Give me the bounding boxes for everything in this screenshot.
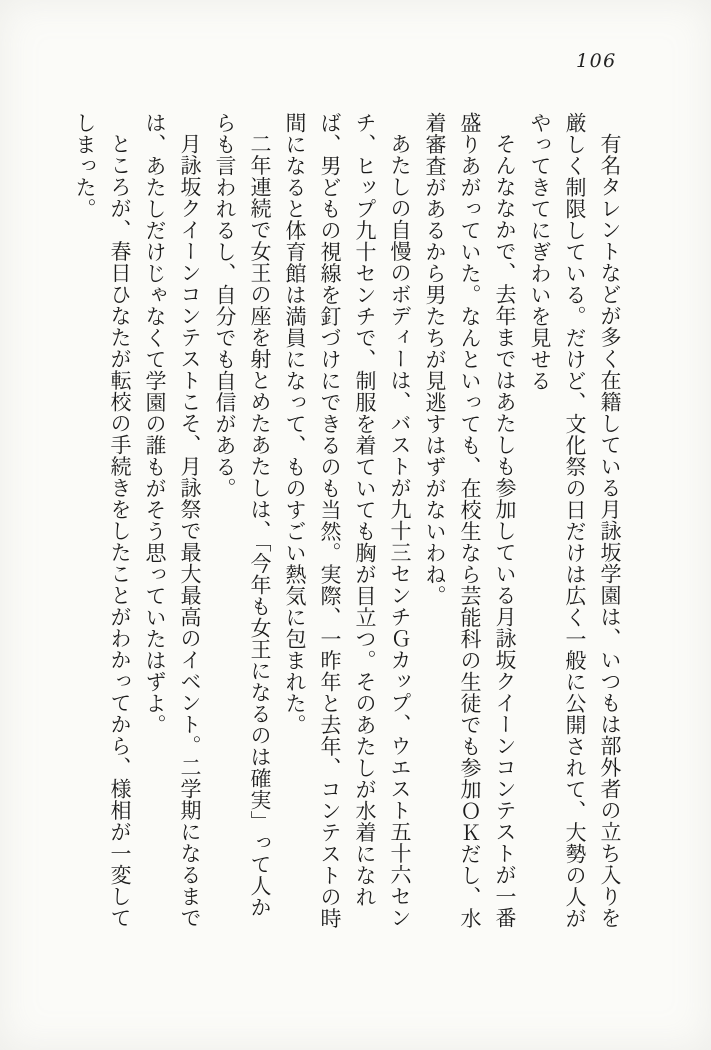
paragraph: 二年連続で女王の座を射とめたあたしは、「今年も女王になるのは確実」って人からも言われるし、自分でも自信がある。 — [213, 112, 272, 918]
paragraph: 月詠坂クイーンコンテストこそ、月詠祭で最大最高のイベント。二学期になるまでは、あたしだけじゃなくて学園の誰もがそう思っていたはずよ。 — [143, 112, 202, 929]
paragraph: あたしの自慢のボディーは、バストが九十三センチＧカップ、ウエスト五十六センチ、ヒップ九十センチで、制服を着ていても胸が目立つ。そのあたしが水着になれば、男どもの視線を釘づけにできるのも当然。実際、一昨年と去年、コンテストの時間になると体育館は満員になって、ものすごい熱気に包まれた。 — [283, 112, 412, 929]
paragraph: 有名タレントなどが多く在籍している月詠坂学園は、いつもは部外者の立ち入りを厳しく制限している。だけど、文化祭の日だけは広く一般に公開されて、大勢の人がやってきてにぎわいを見せる — [528, 112, 622, 929]
page-number: 106 — [576, 50, 617, 72]
paragraph: そんななかで、去年まではあたしも参加している月詠坂クイーンコンテストが一番盛りあがっていた。なんといっても、在校生なら芸能科の生徒でも参加ＯＫだし、水着審査があるから男たちが見逃すはずがないわね。 — [423, 112, 517, 929]
body-text — [67, 112, 627, 932]
paragraph: ところが、春日ひなたが転校の手続きをしたことがわかってから、様相が一変してしまった。 — [73, 112, 132, 929]
